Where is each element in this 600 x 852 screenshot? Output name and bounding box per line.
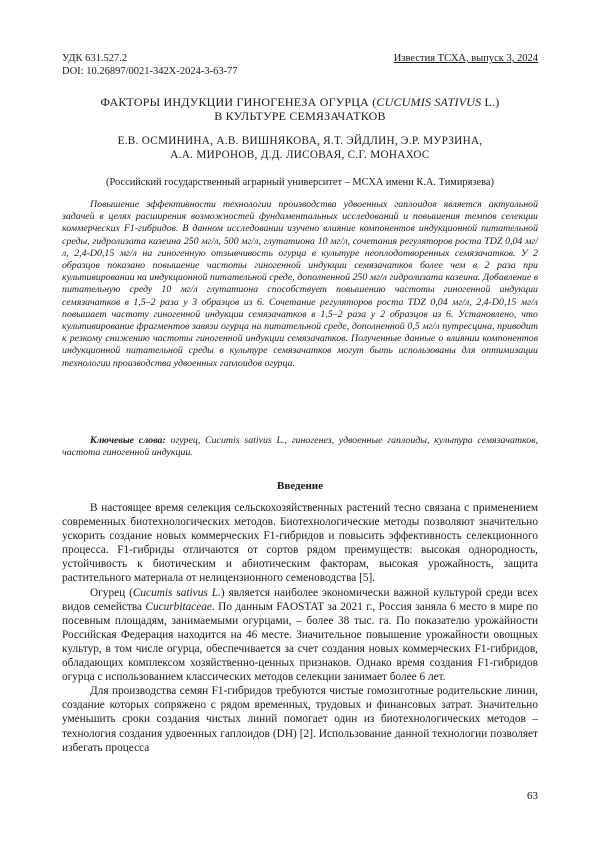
title-line-2: В КУЛЬТУРЕ СЕМЯЗАЧАТКОВ [214,109,386,123]
authors-line-1: Е.В. ОСМИНИНА, А.В. ВИШНЯКОВА, Я.Т. ЭЙДЛИН, Э.Р. МУРЗИНА, [117,135,483,147]
keywords-text: огурец, Cucumis sativus L., гиногенез, удвоенные гаплоиды, культура семязачатков, частота гиногенной индукции. [62,435,538,459]
species-name: CUCUMIS SATIVUS [376,95,482,109]
title-line-1: ФАКТОРЫ ИНДУКЦИИ ГИНОГЕНЕЗА ОГУРЦА (CUCUMIS SATIVUS L.) [100,95,500,109]
keywords-label: Ключевые слова: [90,435,166,446]
paragraph-3: Для производства семян F1-гибридов требуются чистые гомозиготные родительские линии, создание которых сопряжено с рядом временных, трудовых и финансовых затрат. Значительно уменьшить сроки создания чистых линий помогает один из биотехнологических методов – технология создания удвоенных гаплоидов (DH) [2]. Использование данной технологии позволяет избегать процесса [62,685,538,754]
authors [62,134,538,162]
paragraph-2: Огурец (Cucumis sativus L.) является наиболее экономически важной культурой среди всех видов семейства Cucurbitaceae. По данным FAOSTAT за 2021 г., Россия заняла 6 место в мире по посевным площадям, занимаемыми огурцами, – более 38 тыс. га. По показателю урожайности Российская Федерация находится на 46 месте. Значительное повышение урожайности овощных культур, в том числе огурца, обеспечивается за счет создания новых коммерческих F1-гибридов, обладающих комплексом хозяйственно-ценных признаков. Однако время создания F1-гибридов огурца с использованием классических методов селекции занимает более 6 лет. [62,586,538,684]
authors-line-2: А.А. МИРОНОВ, Д.Д. ЛИСОВАЯ, С.Г. МОНАХОС [170,149,430,161]
body-text [62,501,538,755]
doi: DOI: 10.26897/0021-342X-2024-3-63-77 [62,66,238,77]
affiliation: (Российский государственный аграрный университет – МСХА имени К.А. Тимирязева) [106,177,494,188]
section-heading: Введение [276,480,324,492]
keywords [62,435,538,459]
paragraph-1: В настоящее время селекция сельскохозяйственных растений тесно связана с применением современных биотехнологических методов. Биотехнологические методы позволяют значительно ускорить создание новых коммерческих F1-гибридов и повысить эффективность селекционного процесса. F1-гибриды отличаются от сортов рядом преимуществ: высокая однородность, устойчивость к биотическим и абиотическим факторам, высокая урожайность, защита растительного материала от нелицензионного семеноводства [5]. [62,502,538,585]
abstract: Повышение эффективности технологии производства удвоенных гаплоидов является актуальной задачей в целях расширения возможностей фундаментальных исследований и повышения темпов селекции коммерческих F1-гибридов. В данном исследовании изучено влияние компонентов индукционной питательной среды, гидролизата казеина 250 мг/л, 500 мг/л, глутатиона 10 мг/л, сочетания регуляторов роста TDZ 0,04 мг/л, 2,4-D0,15 мг/л на гиногенную отзывчивость огурца в культуре неоплодотворенных семязачатков. У 2 образцов показано повышение частоты гиногенной индукции семязачатков более чем в 2 раза при культивировании на индукционной питательной среде, дополненной 250 мг/л гидролизата казеина. Добавление в питательную среду 10 мг/л глутатиона способствует повышению частоты гиногенной индукции семязачатков в 1,5–2 раза у 3 образцов из 6. Сочетание регуляторов роста TDZ 0,04 мг/л, 2,4-D0,15 мг/л повышает частоту гиногенной индукции семязачатков в 1,5–2 раза у 2 образцов из 6. Установлено, что культивирование фрагментов завязи огурца на питательной среде, дополненной 0,5 мг/л путресцина, приводит к резкому снижению частоты гиногенной индукции семязачатков. Полученные данные о влиянии компонентов индукционной питательной среды в культуре семязачатков могут быть использованы для оптимизации технологии производства удвоенных гаплоидов огурца. [62,199,539,369]
journal-issue: Известия ТСХА, выпуск 3, 2024 [393,53,538,64]
article-title [62,95,538,123]
header-left [62,52,238,78]
udc-code: УДК 631.527.2 [62,53,128,64]
page-number: 63 [527,790,538,802]
